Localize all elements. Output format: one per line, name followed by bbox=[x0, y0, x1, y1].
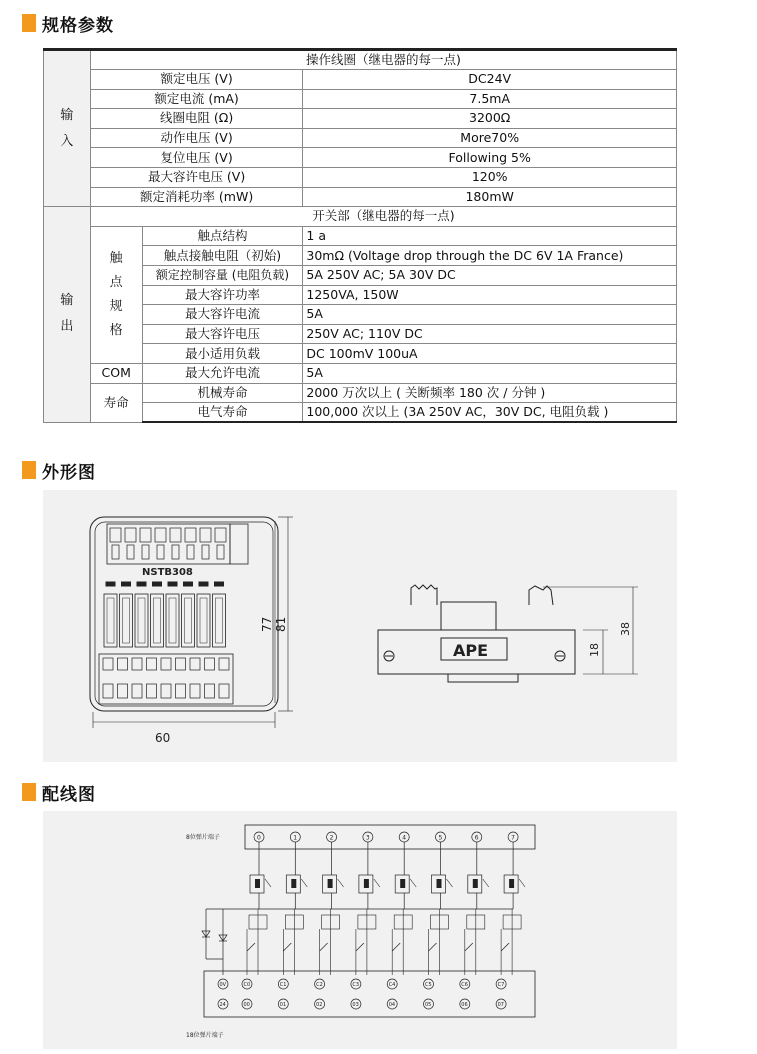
terminal-lever bbox=[157, 545, 164, 559]
relay-body bbox=[135, 594, 148, 647]
terminal-slot bbox=[176, 658, 186, 670]
inner-height-label: 77 bbox=[260, 616, 274, 632]
relay-body bbox=[182, 594, 195, 647]
terminal-slot bbox=[190, 684, 200, 698]
table-row bbox=[44, 167, 677, 187]
led-indicator-icon bbox=[410, 879, 416, 887]
status-led bbox=[122, 582, 131, 586]
terminal-slot bbox=[161, 658, 171, 670]
spec-name: 最大容许电压 (V) bbox=[90, 167, 303, 187]
relay-row bbox=[104, 582, 226, 647]
relay-body bbox=[197, 594, 210, 647]
terminal-label: 02 bbox=[316, 1002, 323, 1008]
table-row bbox=[44, 226, 677, 246]
table-row bbox=[44, 383, 677, 403]
terminal-slot bbox=[140, 528, 151, 542]
spec-value: 5A 250V AC; 5A 30V DC bbox=[303, 265, 677, 285]
top-terminal-strip bbox=[245, 825, 535, 849]
section-marker bbox=[22, 14, 36, 32]
switch-contact-icon bbox=[283, 943, 291, 951]
terminal-label: 07 bbox=[497, 1002, 504, 1008]
module-inner-outline bbox=[95, 522, 273, 706]
top-terminal-number: 4 bbox=[402, 834, 407, 842]
outline-section-title: 外形图 bbox=[42, 462, 96, 483]
contact-label-char: 规 bbox=[109, 298, 123, 314]
terminal-label: 24 bbox=[219, 1002, 226, 1008]
terminal-label: 0V bbox=[219, 982, 227, 988]
supply-branch bbox=[202, 909, 513, 975]
left-terminal-profile bbox=[411, 585, 437, 605]
bottom-terminals bbox=[218, 979, 506, 1009]
table-row bbox=[44, 89, 677, 109]
switch-contact-icon bbox=[429, 943, 437, 951]
top-terminal-end bbox=[230, 524, 248, 564]
terminal-slot bbox=[205, 684, 215, 698]
led-indicator-icon bbox=[519, 879, 525, 887]
table-row bbox=[44, 109, 677, 129]
output-header: 开关部（继电器的每一点) bbox=[90, 207, 676, 227]
spec-value: 5A bbox=[303, 363, 677, 383]
terminal-label: 00 bbox=[243, 1002, 250, 1008]
width-dimension-label: 60 bbox=[155, 731, 171, 745]
terminal-label: 05 bbox=[425, 1002, 432, 1008]
relay-profile bbox=[441, 602, 496, 630]
output-label-char: 出 bbox=[60, 319, 74, 335]
terminal-lever bbox=[187, 545, 194, 559]
terminal-label: C1 bbox=[279, 982, 287, 988]
spec-name: 最小适用负载 bbox=[142, 344, 303, 364]
outline-svg bbox=[43, 490, 677, 762]
low-height-label: 18 bbox=[588, 643, 601, 657]
led-indicator-icon bbox=[338, 879, 344, 887]
status-led bbox=[153, 582, 162, 586]
terminal-slot bbox=[132, 658, 142, 670]
terminal-slot bbox=[147, 684, 157, 698]
coil-winding bbox=[255, 879, 260, 888]
spec-value: 30mΩ (Voltage drop through the DC 6V 1A France) bbox=[303, 246, 677, 266]
terminal-slot bbox=[125, 528, 136, 542]
top-terminal-number: 2 bbox=[329, 834, 334, 842]
outline-section-header bbox=[22, 457, 96, 483]
switch-contact-icon bbox=[320, 943, 328, 951]
relay-body bbox=[166, 594, 179, 647]
spec-value: 3200Ω bbox=[303, 109, 677, 129]
input-label-char: 入 bbox=[60, 133, 74, 149]
spec-value: 180mW bbox=[303, 187, 677, 207]
table-row bbox=[44, 187, 677, 207]
terminal-slot bbox=[176, 684, 186, 698]
led-indicator-icon bbox=[447, 879, 453, 887]
terminal-label: 06 bbox=[461, 1002, 468, 1008]
wiring-section-header bbox=[22, 779, 96, 805]
terminal-lever bbox=[202, 545, 209, 559]
terminal-slot bbox=[185, 528, 196, 542]
spec-name: 动作电压 (V) bbox=[90, 128, 303, 148]
spec-name: 额定消耗功率 (mW) bbox=[90, 187, 303, 207]
terminal-slot bbox=[219, 658, 229, 670]
status-led bbox=[137, 582, 146, 586]
switch-contact-icon bbox=[465, 943, 473, 951]
bottom-terminal-strip bbox=[204, 971, 535, 1017]
terminal-lever bbox=[127, 545, 134, 559]
status-led bbox=[215, 582, 224, 586]
spec-name: 最大容许电流 bbox=[142, 305, 303, 325]
spec-name: 复位电压 (V) bbox=[90, 148, 303, 168]
table-row bbox=[44, 70, 677, 90]
coil-winding bbox=[328, 879, 333, 888]
terminal-label: C4 bbox=[388, 982, 396, 988]
spec-name: 电气寿命 bbox=[142, 403, 303, 423]
side-view bbox=[378, 585, 638, 682]
spec-name: 线圈电阻 (Ω) bbox=[90, 109, 303, 129]
spec-section-header bbox=[22, 10, 114, 36]
spec-name: 最大容许功率 bbox=[142, 285, 303, 305]
switch-contact-icon bbox=[356, 943, 364, 951]
spec-value: 7.5mA bbox=[303, 89, 677, 109]
terminal-slot bbox=[147, 658, 157, 670]
table-row bbox=[44, 50, 677, 70]
output-label-char: 输 bbox=[60, 293, 74, 309]
terminal-label: C0 bbox=[243, 982, 251, 988]
terminal-label: 01 bbox=[279, 1002, 287, 1008]
coil-winding bbox=[400, 879, 405, 888]
spec-value: 100,000 次以上 (3A 250V AC，30V DC, 电阻负载 ) bbox=[303, 403, 677, 423]
spec-name: 触点结构 bbox=[142, 226, 303, 246]
coil-winding bbox=[473, 879, 478, 888]
input-header: 操作线圈（继电器的每一点) bbox=[90, 50, 676, 70]
spec-name: 最大允许电流 bbox=[142, 363, 303, 383]
terminal-label: C7 bbox=[497, 982, 505, 988]
terminal-lever bbox=[172, 545, 179, 559]
terminal-label: 04 bbox=[388, 1002, 396, 1008]
terminal-slot bbox=[118, 658, 128, 670]
contact-label-char: 触 bbox=[109, 250, 123, 266]
output-label bbox=[44, 207, 91, 423]
terminal-label: C3 bbox=[352, 982, 360, 988]
outer-height-label: 81 bbox=[274, 616, 288, 632]
coil-winding bbox=[364, 879, 369, 888]
status-led bbox=[168, 582, 177, 586]
relay-body bbox=[213, 594, 226, 647]
relay-inner bbox=[200, 598, 207, 643]
contact-label-char: 点 bbox=[109, 274, 123, 290]
terminal-slot bbox=[205, 658, 215, 670]
bottom-terminal-label: 18位弹片端子 bbox=[186, 1032, 224, 1039]
spec-value: DC24V bbox=[303, 70, 677, 90]
terminal-slot bbox=[103, 684, 113, 698]
led-indicator-icon bbox=[265, 879, 271, 887]
spec-value: 5A bbox=[303, 305, 677, 325]
terminal-slot bbox=[170, 528, 181, 542]
terminal-slot bbox=[103, 658, 113, 670]
top-terminal-label: 8位弹片端子 bbox=[186, 834, 220, 841]
relay-inner bbox=[107, 598, 114, 643]
spec-section-title: 规格参数 bbox=[42, 15, 114, 36]
contact-label-char: 格 bbox=[109, 322, 123, 338]
table-row bbox=[44, 363, 677, 383]
spec-value: 1250VA, 150W bbox=[303, 285, 677, 305]
spec-value: Following 5% bbox=[303, 148, 677, 168]
spec-value: 250V AC; 110V DC bbox=[303, 324, 677, 344]
coil-winding bbox=[291, 879, 296, 888]
spec-table bbox=[43, 48, 677, 423]
terminal-label: 03 bbox=[352, 1002, 359, 1008]
terminal-slot bbox=[118, 684, 128, 698]
contact-label bbox=[90, 226, 142, 363]
relay-channels bbox=[247, 832, 525, 975]
table-row bbox=[44, 148, 677, 168]
status-led bbox=[184, 582, 193, 586]
led-indicator-icon bbox=[301, 879, 307, 887]
spec-value: 1 a bbox=[303, 226, 677, 246]
bottom-terminal-block bbox=[99, 654, 233, 704]
right-terminal-profile bbox=[529, 586, 553, 605]
led-indicator-icon bbox=[483, 879, 489, 887]
relay-inner bbox=[185, 598, 192, 643]
wiring-svg bbox=[43, 811, 677, 1049]
terminal-slot bbox=[110, 528, 121, 542]
bottom-terminals bbox=[103, 658, 229, 698]
spec-value: 120% bbox=[303, 167, 677, 187]
table-row bbox=[44, 128, 677, 148]
terminal-slot bbox=[155, 528, 166, 542]
wiring-section-title: 配线图 bbox=[42, 784, 96, 805]
status-led bbox=[106, 582, 115, 586]
terminal-slot bbox=[219, 684, 229, 698]
section-marker bbox=[22, 461, 36, 479]
terminal-slot bbox=[190, 658, 200, 670]
terminal-lever bbox=[112, 545, 119, 559]
terminal-label: C5 bbox=[425, 982, 432, 988]
input-label bbox=[44, 50, 91, 207]
terminal-label: C2 bbox=[316, 982, 323, 988]
wiring-diagram bbox=[43, 811, 677, 1049]
top-terminal-number: 1 bbox=[293, 834, 298, 842]
top-terminal-number: 5 bbox=[438, 834, 443, 842]
relay-inner bbox=[169, 598, 176, 643]
top-terminal-number: 0 bbox=[257, 834, 261, 842]
status-led bbox=[199, 582, 208, 586]
spec-value: 2000 万次以上 ( 关断频率 180 次 / 分钟 ) bbox=[303, 383, 677, 403]
section-marker bbox=[22, 783, 36, 801]
top-terminal-number: 6 bbox=[474, 834, 479, 842]
spec-name: 最大容许电压 bbox=[142, 324, 303, 344]
side-height-label: 38 bbox=[619, 622, 632, 636]
terminal-slot bbox=[132, 684, 142, 698]
spec-name: 额定电流 (mA) bbox=[90, 89, 303, 109]
terminal-slot bbox=[200, 528, 211, 542]
spec-value: More70% bbox=[303, 128, 677, 148]
coil-winding bbox=[509, 879, 514, 888]
outline-drawing bbox=[43, 490, 677, 762]
brand-label: APE bbox=[453, 641, 489, 660]
relay-inner bbox=[123, 598, 130, 643]
relay-inner bbox=[138, 598, 145, 643]
terminal-slot bbox=[161, 684, 171, 698]
top-terminal-block bbox=[107, 524, 230, 564]
model-label: NSTB308 bbox=[142, 567, 193, 578]
relay-body bbox=[104, 594, 117, 647]
top-terminals bbox=[110, 528, 226, 559]
spec-name: 额定电压 (V) bbox=[90, 70, 303, 90]
din-rail-clip bbox=[448, 674, 518, 682]
relay-body bbox=[120, 594, 133, 647]
spec-value: DC 100mV 100uA bbox=[303, 344, 677, 364]
coil-winding bbox=[437, 879, 442, 888]
spec-name: 触点接触电阻（初始) bbox=[142, 246, 303, 266]
spec-name: 额定控制容量 (电阻负载) bbox=[142, 265, 303, 285]
top-terminal-number: 7 bbox=[511, 834, 515, 842]
terminal-lever bbox=[217, 545, 224, 559]
switch-contact-icon bbox=[501, 943, 509, 951]
switch-contact-icon bbox=[392, 943, 400, 951]
led-indicator-icon bbox=[374, 879, 380, 887]
relay-inner bbox=[154, 598, 161, 643]
input-label-char: 输 bbox=[60, 107, 74, 123]
table-row bbox=[44, 207, 677, 227]
relay-body bbox=[151, 594, 164, 647]
module-outline bbox=[90, 517, 278, 711]
switch-contact-icon bbox=[247, 943, 255, 951]
terminal-slot bbox=[215, 528, 226, 542]
top-terminal-number: 3 bbox=[365, 834, 370, 842]
com-label: COM bbox=[90, 363, 142, 383]
spec-name: 机械寿命 bbox=[142, 383, 303, 403]
terminal-label: C6 bbox=[461, 982, 468, 988]
relay-inner bbox=[216, 598, 223, 643]
terminal-lever bbox=[142, 545, 149, 559]
life-label: 寿命 bbox=[90, 383, 142, 422]
